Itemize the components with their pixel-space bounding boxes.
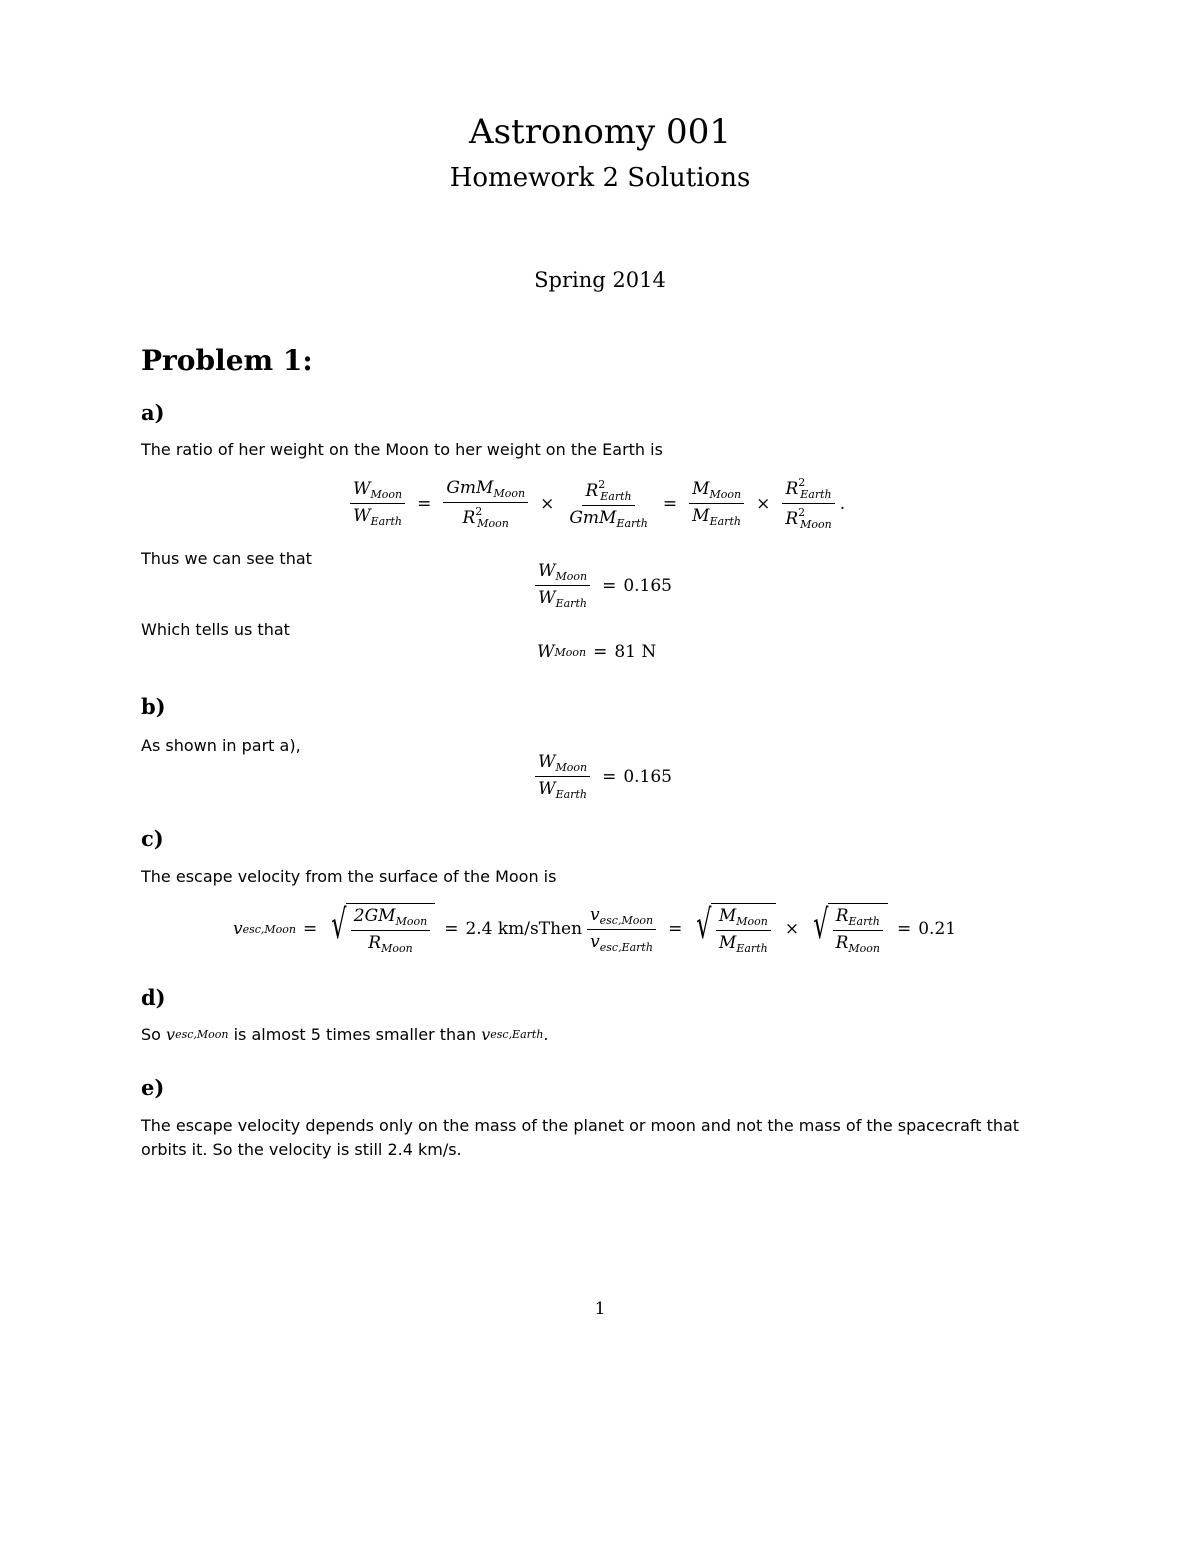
radius-ratio-fraction: $\frac{R^2_{Earth}}{R^2_{Moon}}$ <box>782 476 834 531</box>
part-c-intro: The escape velocity from the surface of the Moon is <box>141 867 557 886</box>
weight-ratio-fraction: $\frac{W_{Moon}}{W_{Earth}}$ <box>350 479 405 528</box>
part-c-then-text: Then <box>538 919 583 939</box>
document-subtitle: Homework 2 Solutions <box>449 163 751 193</box>
part-a-ratio-equation: $\frac{W_{Moon}}{W_{Earth}}$ = $\frac{GmM_{Moon}}{R^2_{Moon}}$ × $\frac{R^2_{Earth}}{GmM_{Earth}}$ = $\frac{M_{Moon}}{M_{Earth}}$ × $\frac{R^2_{Earth}}{R^2_{Moon}}$ . <box>345 476 845 531</box>
part-b-ratio-result: $\frac{W_{Moon}}{W_{Earth}}$ = 0.165 <box>530 752 672 801</box>
part-d-text: So v esc,Moon is almost 5 times smaller than v esc,Earth . <box>141 1025 549 1044</box>
part-c-ratio-value: 0.21 <box>918 919 957 939</box>
part-e-line1: The escape velocity depends only on the mass of the planet or moon and not the mass of the spacecraft that <box>141 1116 1020 1135</box>
escape-sqrt: √ $\frac{2GM_{Moon}}{R_{Moon}}$ <box>326 903 435 955</box>
part-c-escape-value: 2.4 km/s <box>465 919 539 939</box>
part-a-which-text: Which tells us that <box>141 620 290 639</box>
document-title: Astronomy 001 <box>469 112 731 152</box>
part-a-ratio-value: 0.165 <box>623 575 672 596</box>
part-d-label: d) <box>141 985 166 1010</box>
velocity-ratio-fraction: $\frac{v_{esc,Moon}}{v_{esc,Earth}}$ <box>587 905 656 954</box>
part-b-intro: As shown in part a), <box>141 736 301 755</box>
part-a-label: a) <box>141 400 165 425</box>
part-a-thus-text: Thus we can see that <box>141 549 312 568</box>
part-c-escape-equation: v esc,Moon = √ $\frac{2GM_{Moon}}{R_{Moon}}$ = 2.4 km/s Then $\frac{v_{esc,Moon}}{v_{esc,Earth}}$ = √ $\frac{M_{Moon}}{M_{Earth}}$ × √ $\frac{R_{Earth}}{R_{Moon}}$ = 0.21 <box>233 902 957 955</box>
part-a-weight-value: 81 N <box>614 642 657 662</box>
part-b-label: b) <box>141 694 166 719</box>
problem-heading: Problem 1: <box>141 344 313 377</box>
mass-ratio-fraction: $\frac{M_{Moon}}{M_{Earth}}$ <box>689 479 744 528</box>
part-e-line2: orbits it. So the velocity is still 2.4 km/s. <box>141 1140 462 1159</box>
part-c-label: c) <box>141 826 164 851</box>
gravity-moon-fraction: $\frac{GmM_{Moon}}{R^2_{Moon}}$ <box>443 478 528 530</box>
page-number: 1 <box>594 1299 606 1319</box>
part-b-ratio-value: 0.165 <box>623 766 672 787</box>
part-e-label: e) <box>141 1075 165 1100</box>
part-a-intro: The ratio of her weight on the Moon to her weight on the Earth is <box>141 440 663 459</box>
document-date: Spring 2014 <box>534 268 666 292</box>
gravity-earth-fraction: $\frac{R^2_{Earth}}{GmM_{Earth}}$ <box>569 477 648 530</box>
part-a-weight-result: W Moon = 81 N <box>537 642 657 662</box>
part-a-ratio-result: $\frac{W_{Moon}}{W_{Earth}}$ = 0.165 <box>530 561 672 610</box>
